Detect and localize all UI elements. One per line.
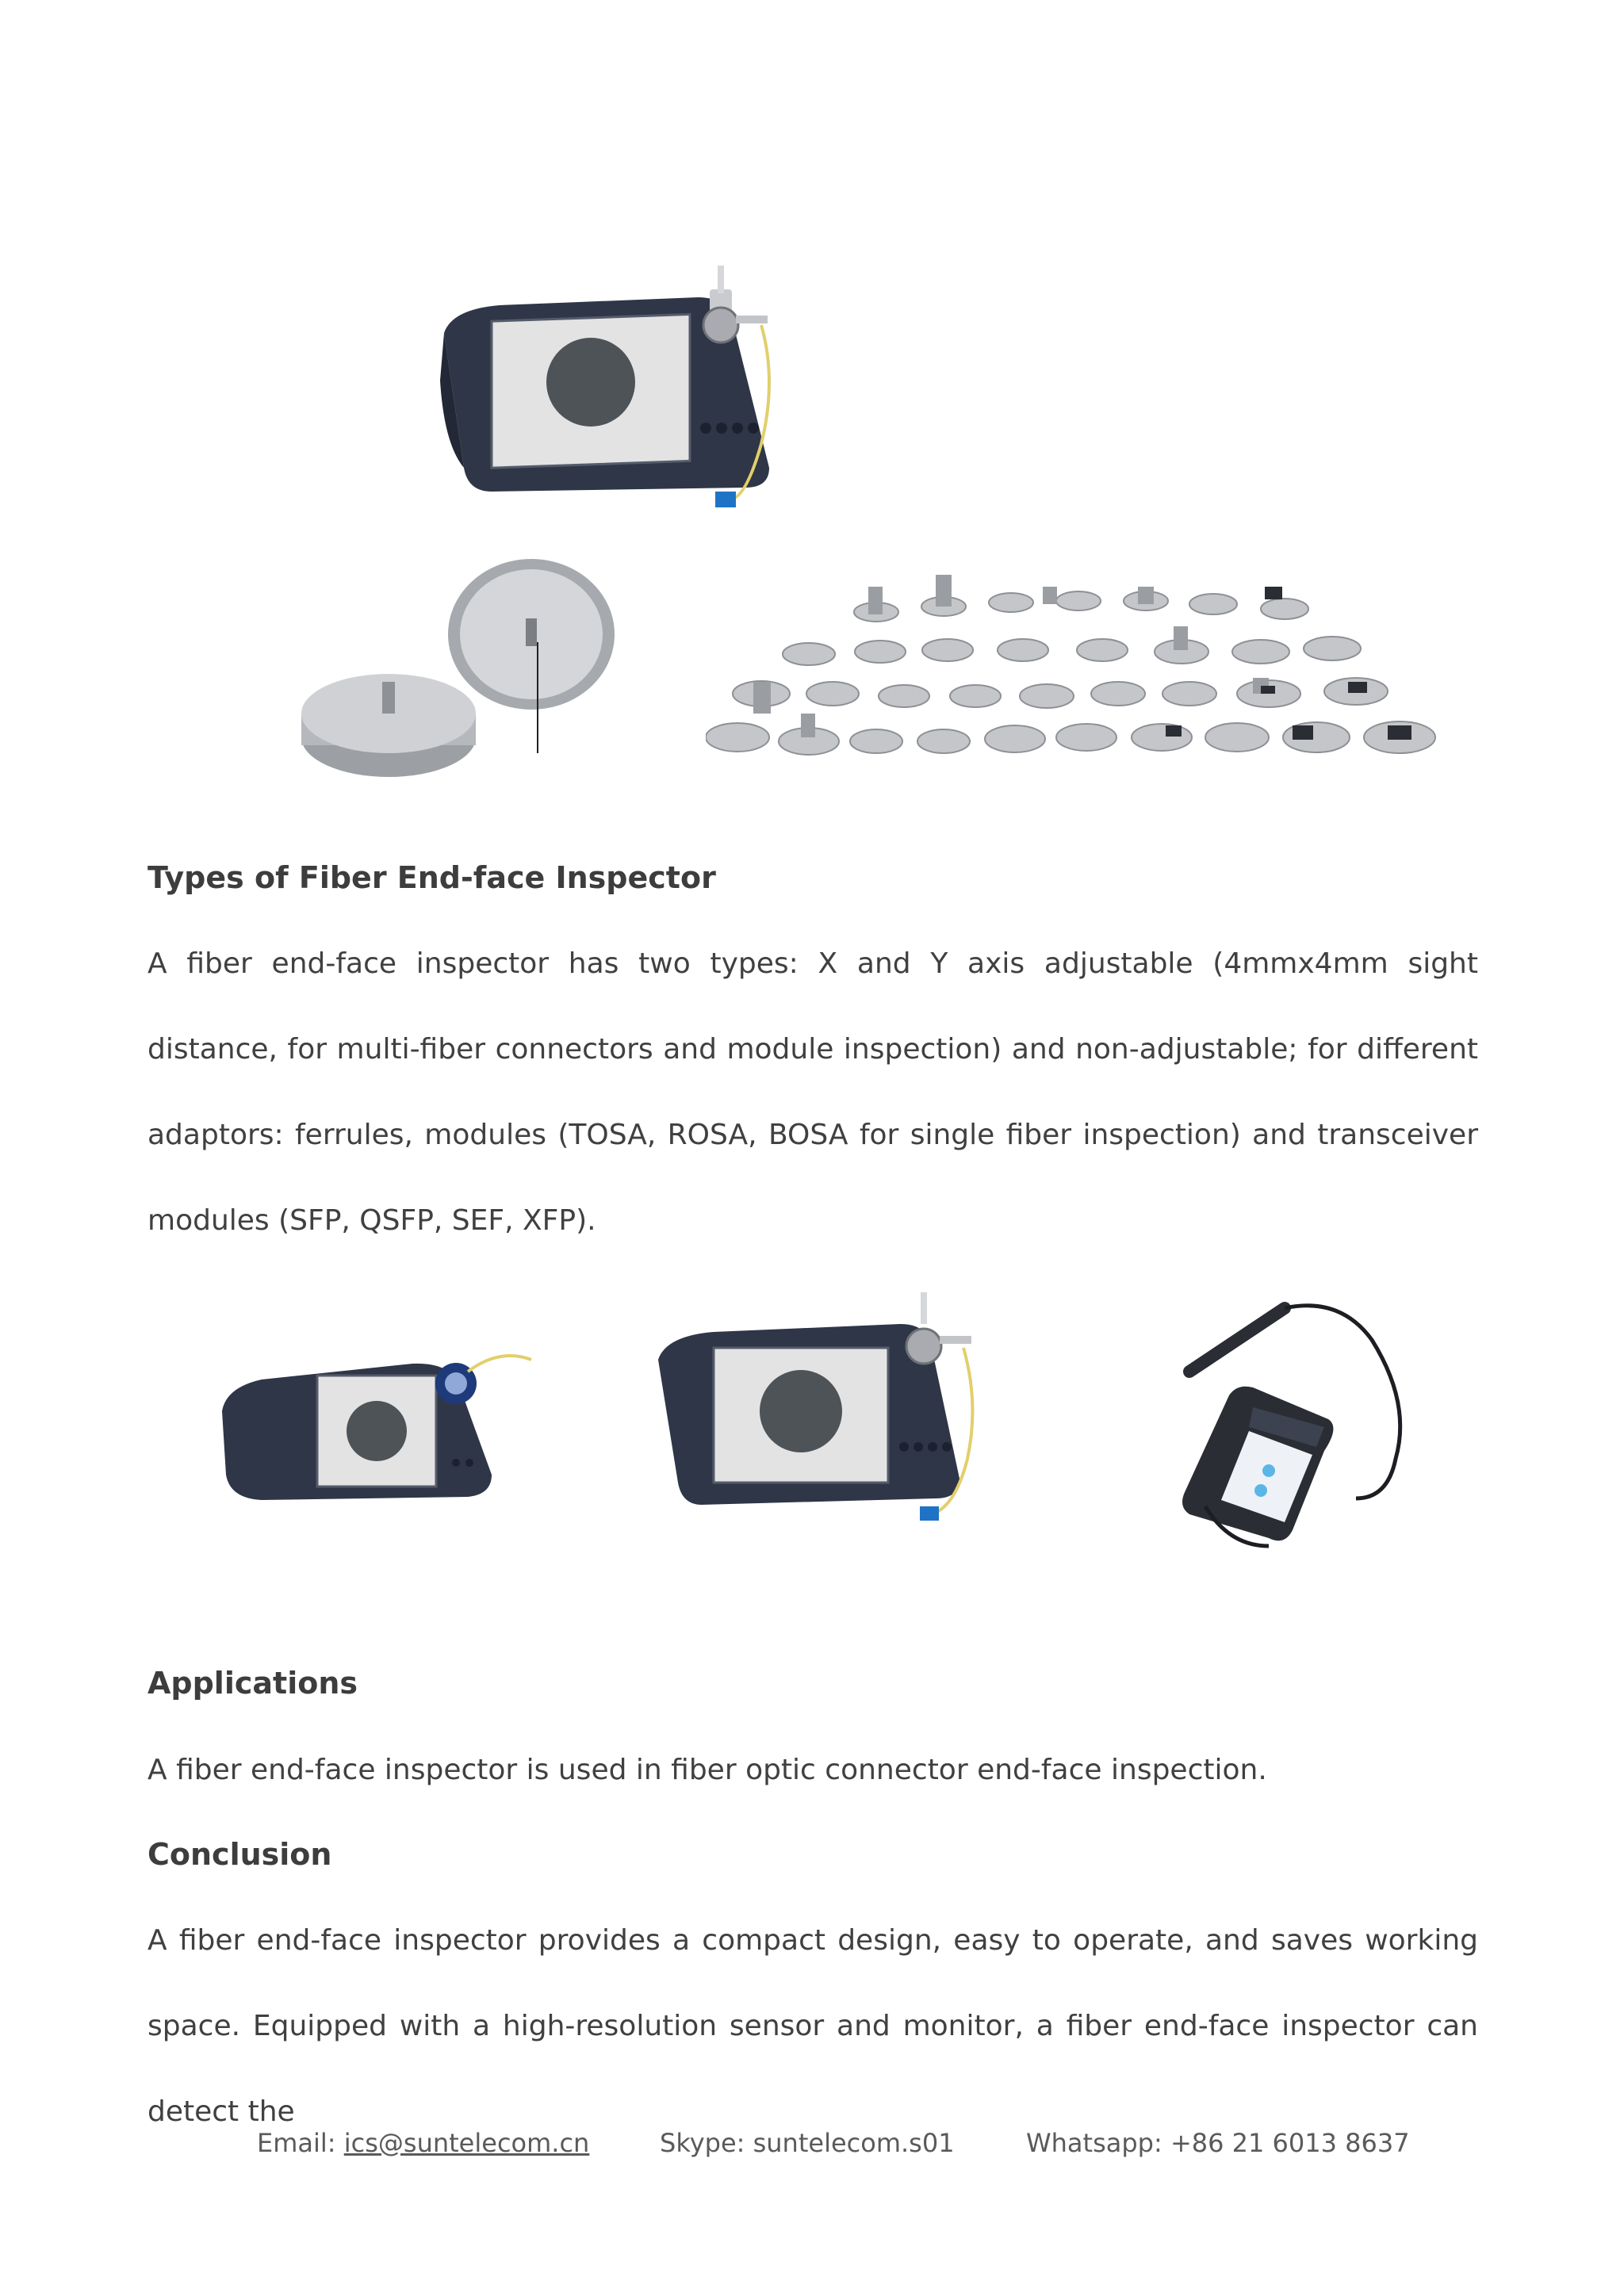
footer-email [257, 2128, 589, 2158]
adaptors-image [706, 563, 1443, 769]
section-heading-conclusion: Conclusion [147, 1837, 332, 1872]
section-heading-applications: Applications [147, 1666, 358, 1701]
section-paragraph-conclusion: A fiber end-face inspector provides a compact design, easy to operate, and saves working space. Equipped with a high-resolution sensor and monitor, a fiber end-face inspector can detect the [147, 1924, 1478, 2128]
footer-email-link[interactable]: ics@suntelecom.cn [343, 2128, 590, 2158]
page-footer [0, 2128, 1624, 2168]
handheld-inspector-image [1158, 1292, 1451, 1562]
section-heading-types: Types of Fiber End-face Inspector [147, 860, 716, 895]
polishing-pucks-image [301, 555, 634, 793]
section-paragraph-applications: A fiber end-face inspector is used in fiber optic connector end-face inspection. [147, 1754, 1267, 1786]
benchtop-inspector-image [428, 262, 809, 515]
section-paragraph-types: A fiber end-face inspector has two types: X and Y axis adjustable (4mmx4mm sight distance, for multi-fiber connectors and module inspection) and non-adjustable; for different adaptors: ferrules, modules (TOSA, ROSA, BOSA for single fiber inspection) and transceiver modules (SFP, QSFP, SEF, XFP). [147, 947, 1478, 1237]
adjustable-inspector-image [646, 1284, 987, 1522]
footer-email-label: Email: [257, 2128, 344, 2158]
footer-skype: Skype: suntelecom.s01 [660, 2128, 955, 2158]
footer-whatsapp: Whatsapp: +86 21 6013 8637 [1026, 2128, 1410, 2158]
compact-inspector-image [214, 1316, 539, 1506]
